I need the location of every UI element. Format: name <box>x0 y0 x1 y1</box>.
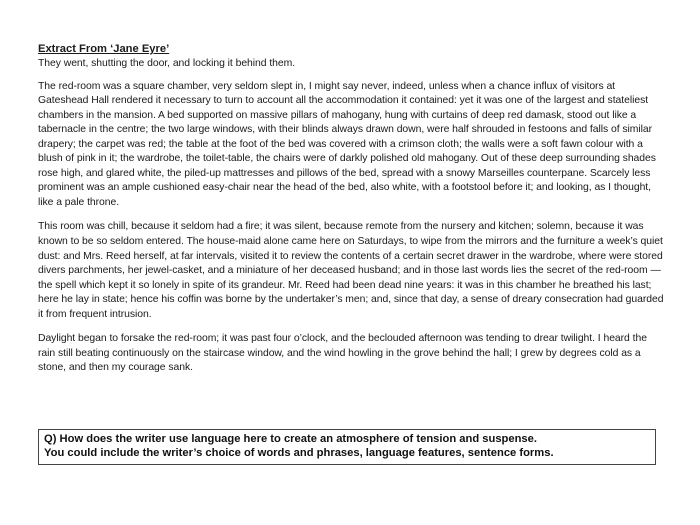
extract-paragraph-3: This room was chill, because it seldom had a fire; it was silent, because remote from the nursery and kitchen; solemn, because it was known to be so seldom entered. The house-maid alone came here on Saturdays, to wipe from the mirrors and the furniture a week’s quiet dust: and Mrs. Reed herself, at far intervals, visited it to review the contents of a certain secret drawer in the wardrobe, where were stored divers parchments, her jewel-casket, and a miniature of her deceased husband; and in those last words lies the secret of the red-room — the spell which kept it so lonely in spite of its grandeur. Mr. Reed had been dead nine years: it was in this chamber he breathed his last; here he lay in state; hence his coffin was borne by the undertaker’s men; and, since that day, a sense of dreary consecration had guarded it from frequent intrusion. <box>38 221 664 320</box>
question-line-1: Q) How does the writer use language here to create an atmosphere of tension and suspense. <box>44 433 537 445</box>
extract-paragraph-4: Daylight began to forsake the red-room; it was past four o’clock, and the beclouded afternoon was tending to drear twilight. I heard the rain still beating continuously on the staircase window, and the wind howling in the grove behind the hall; I grew by degrees cold as a stone, and then my courage sank. <box>38 333 647 374</box>
extract-paragraph-2: The red-room was a square chamber, very seldom slept in, I might say never, indeed, unless when a chance influx of visitors at Gateshead Hall rendered it necessary to turn to account all the accommodation it contained: yet it was one of the largest and stateliest chambers in the mansion. A bed supported on massive pillars of mahogany, hung with curtains of deep red damask, stood out like a tabernacle in the centre; the two large windows, with their blinds always drawn down, were half shrouded in festoons and falls of similar drapery; the carpet was red; the table at the foot of the bed was covered with a crimson cloth; the walls were a soft fawn colour with a blush of pink in it; the wardrobe, the toilet-table, the chairs were of darkly polished old mahogany. Out of these deep surrounding shades rose high, and glared white, the piled-up mattresses and pillows of the bed, spread with a snowy Marseilles counterpane. Scarcely less prominent was an ample cushioned easy-chair near the head of the bed, also white, with a footstool before it; and looking, as I thought, like a pale throne. <box>38 80 656 208</box>
question-line-2: You could include the writer’s choice of words and phrases, language features, sentence forms. <box>44 447 554 460</box>
extract-paragraph-1: They went, shutting the door, and locking it behind them. <box>38 58 296 69</box>
question-box <box>38 429 656 465</box>
extract-title: Extract From ‘Jane Eyre’ <box>38 43 170 55</box>
extract-document <box>38 42 666 386</box>
